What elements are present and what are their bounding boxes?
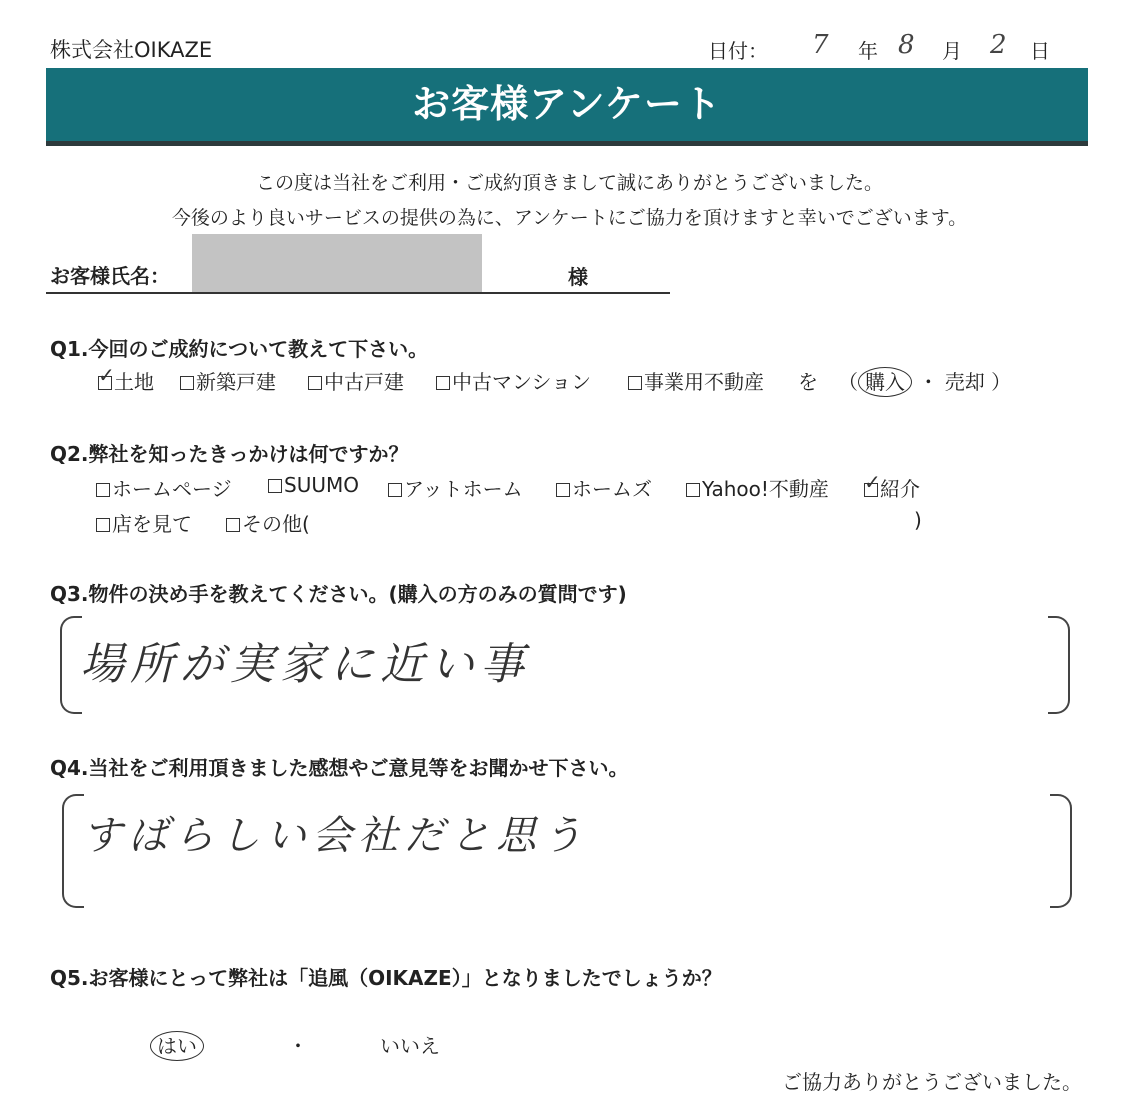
q5-separator: ・	[288, 1034, 308, 1058]
checkbox[interactable]	[268, 479, 282, 493]
q2-option-yahoo[interactable]: Yahoo!不動産	[686, 473, 829, 502]
customer-name-suffix: 様	[568, 265, 588, 289]
year-label: 年	[858, 39, 878, 63]
q3-question: Q3.物件の決め手を教えてください。(購入の方のみの質問です)	[50, 582, 627, 606]
q2-option-suumo[interactable]: SUUMO	[268, 473, 359, 497]
survey-title-banner: お客様アンケート	[46, 68, 1088, 146]
checkbox-checked[interactable]	[98, 363, 115, 390]
q3-bracket-right	[1048, 616, 1070, 714]
q1-option-used-mansion[interactable]: 中古マンション	[436, 366, 591, 395]
customer-name-redaction	[192, 234, 482, 292]
q2-option-homepage[interactable]: ホームページ	[96, 473, 232, 502]
month-value: 8	[898, 30, 915, 60]
q1-sell[interactable]: 売却	[944, 370, 985, 394]
checkbox[interactable]	[686, 483, 700, 497]
q2-question: Q2.弊社を知ったきっかけは何ですか？	[50, 442, 409, 466]
q2-other-close-paren: )	[914, 508, 922, 532]
intro-line-1: この度は当社をご利用・ご成約頂きまして誠にありがとうございました。	[255, 172, 883, 194]
q1-option-used-house[interactable]: 中古戸建	[308, 366, 404, 395]
q3-bracket-left	[60, 616, 82, 714]
q2-option-referral[interactable]: ✓ 紹介	[864, 470, 920, 501]
q1-buy-circled[interactable]: 購入	[858, 367, 912, 397]
month-label: 月	[942, 39, 962, 63]
checkbox[interactable]	[628, 376, 642, 390]
date-row	[708, 32, 1108, 68]
q2-option-homes[interactable]: ホームズ	[556, 473, 652, 502]
q3-answer[interactable]: 場所が実家に近い事	[80, 639, 530, 690]
q2-option-other[interactable]: その他(	[226, 508, 310, 537]
q1-option-business-property[interactable]: 事業用不動産	[628, 366, 764, 395]
q4-question: Q4.当社をご利用頂きました感想やご意見等をお聞かせ下さい。	[50, 756, 629, 780]
checkbox[interactable]	[96, 518, 110, 532]
q1-question: Q1.今回のご成約について教えて下さい。	[50, 337, 429, 361]
q1-option-new-house[interactable]: 新築戸建	[180, 366, 276, 395]
q2-option-athome[interactable]: アットホーム	[388, 473, 523, 502]
q5-yes-circled[interactable]: はい	[150, 1031, 204, 1061]
q5-question: Q5.お客様にとって弊社は「追風（OIKAZE）」となりましたでしょうか？	[50, 966, 722, 990]
day-label: 日	[1030, 39, 1050, 63]
checkbox[interactable]	[226, 518, 240, 532]
q2-option-store[interactable]: 店を見て	[96, 508, 192, 537]
customer-name-label: お客様氏名：	[50, 264, 170, 288]
thanks-message: ご協力ありがとうございました。	[782, 1070, 1082, 1094]
company-name: 株式会社OIKAZE	[50, 38, 213, 62]
checkbox[interactable]	[96, 483, 110, 497]
q1-option-land[interactable]: ✓ 土地	[98, 363, 154, 394]
q4-answer[interactable]: すばらしい会社だと思う	[82, 813, 588, 859]
intro-line-2: 今後のより良いサービスの提供の為に、アンケートにご協力を頂けますと幸いでございます。	[171, 207, 968, 229]
check-mark-icon: ✓	[864, 470, 881, 494]
q1-buy-sell: （ 購入 ・ 売却 ）	[838, 366, 1011, 395]
q4-bracket-left	[62, 794, 84, 908]
checkbox[interactable]	[308, 376, 322, 390]
q5-yes-option[interactable]	[150, 1030, 204, 1059]
q4-bracket-right	[1050, 794, 1072, 908]
checkbox[interactable]	[556, 483, 570, 497]
q5-no-option[interactable]: いいえ	[380, 1034, 440, 1058]
year-value: 7	[812, 30, 829, 60]
checkbox[interactable]	[180, 376, 194, 390]
checkbox[interactable]	[436, 376, 450, 390]
check-mark-icon: ✓	[98, 363, 115, 387]
date-label: 日付：	[708, 39, 768, 63]
q1-wo: を	[798, 370, 818, 394]
day-value: 2	[990, 30, 1007, 60]
customer-name-underline	[46, 292, 670, 294]
checkbox[interactable]	[388, 483, 402, 497]
checkbox-checked[interactable]	[864, 470, 881, 497]
